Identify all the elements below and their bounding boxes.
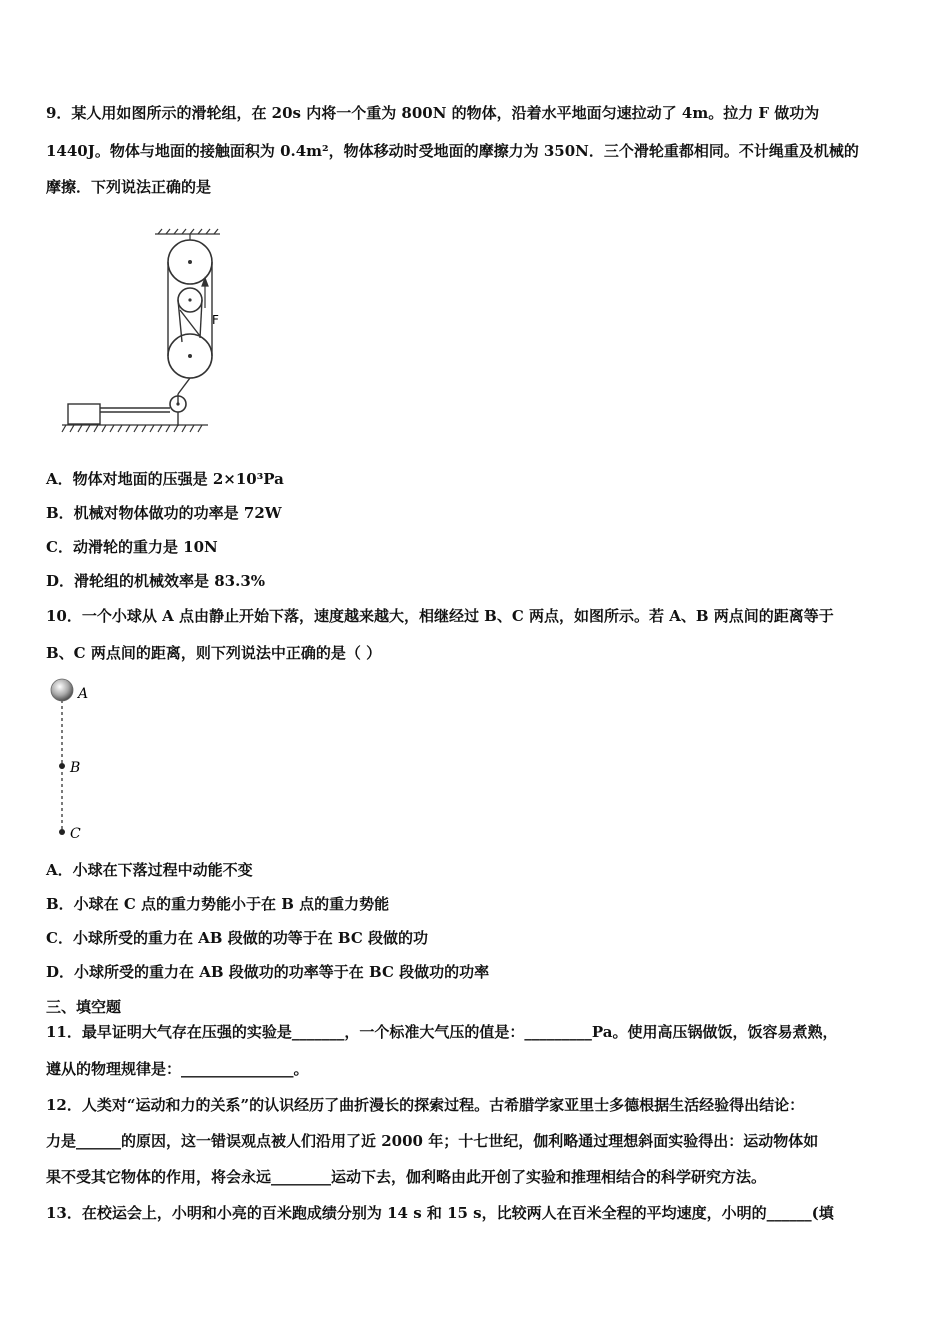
q9-option-d: D．滑轮组的机械效率是 83.3% xyxy=(46,572,266,590)
q9-option-c: C．动滑轮的重力是 10N xyxy=(46,538,218,556)
q10-option-a: A．小球在下落过程中动能不变 xyxy=(46,861,253,879)
q9-text-line2: 1440J。物体与地面的接触面积为 0.4m²，物体移动时受地面的摩擦力为 350N．三个滑轮重都相同。不计绳重及机械的 xyxy=(46,142,859,160)
point-c xyxy=(59,829,65,835)
q13-text-line1: 13．在校运会上，小明和小亮的百米跑成绩分别为 14 s 和 15 s，比较两人在百米全程的平均速度，小明的______(填 xyxy=(46,1204,834,1222)
q12-text-line1: 12．人类对“运动和力的关系”的认识经历了曲折漫长的探索过程。古希腊学家亚里士多德根据生活经验得出结论： xyxy=(46,1096,805,1114)
point-label-a: A xyxy=(78,686,89,702)
ball xyxy=(51,679,73,701)
q11-text-line2: 遵从的物理规律是：_______________。 xyxy=(46,1060,309,1078)
q10-text-line1: 10．一个小球从 A 点由静止开始下落，速度越来越大，相继经过 B、C 两点，如图所示。若 A、B 两点间的距离等于 xyxy=(46,607,834,625)
q10-option-b: B．小球在 C 点的重力势能小于在 B 点的重力势能 xyxy=(46,895,390,913)
q9-text-line3: 摩擦．下列说法正确的是 xyxy=(46,178,212,196)
falling-ball-figure xyxy=(46,676,106,844)
q11-text-line1: 11．最早证明大气存在压强的实验是_______，一个标准大气压的值是：_________Pa。使用高压锅做饭，饭容易煮熟， xyxy=(46,1023,838,1041)
q12-text-line2: 力是______的原因，这一错误观点被人们沿用了近 2000 年；十七世纪，伽利略通过理想斜面实验得出：运动物体如 xyxy=(46,1132,819,1150)
q10-option-d: D．小球所受的重力在 AB 段做功的功率等于在 BC 段做功的功率 xyxy=(46,963,490,981)
q9-option-a: A．物体对地面的压强是 2×10³Pa xyxy=(46,470,284,488)
q9-option-b: B．机械对物体做功的功率是 72W xyxy=(46,504,282,522)
force-label-f: F xyxy=(212,313,219,327)
pulley-system-figure xyxy=(60,226,220,438)
object-block xyxy=(68,404,100,424)
q9-text-line1: 9．某人用如图所示的滑轮组，在 20s 内将一个重为 800N 的物体，沿着水平地面匀速拉动了 4m。拉力 F 做功为 xyxy=(46,104,820,122)
q10-option-c: C．小球所受的重力在 AB 段做的功等于在 BC 段做的功 xyxy=(46,929,429,947)
force-arrow xyxy=(202,278,208,308)
section-title-fill-in: 三、填空题 xyxy=(46,998,122,1016)
point-label-c: C xyxy=(70,826,81,842)
ground xyxy=(62,425,208,432)
q10-text-line2: B、C 两点间的距离，则下列说法中正确的是（ ） xyxy=(46,644,382,662)
point-b xyxy=(59,763,65,769)
point-label-b: B xyxy=(70,760,81,776)
ceiling-support xyxy=(155,229,220,240)
q12-text-line3: 果不受其它物体的作用，将会永远________运动下去，伽利略由此开创了实验和推理相结合的科学研究方法。 xyxy=(46,1168,767,1186)
